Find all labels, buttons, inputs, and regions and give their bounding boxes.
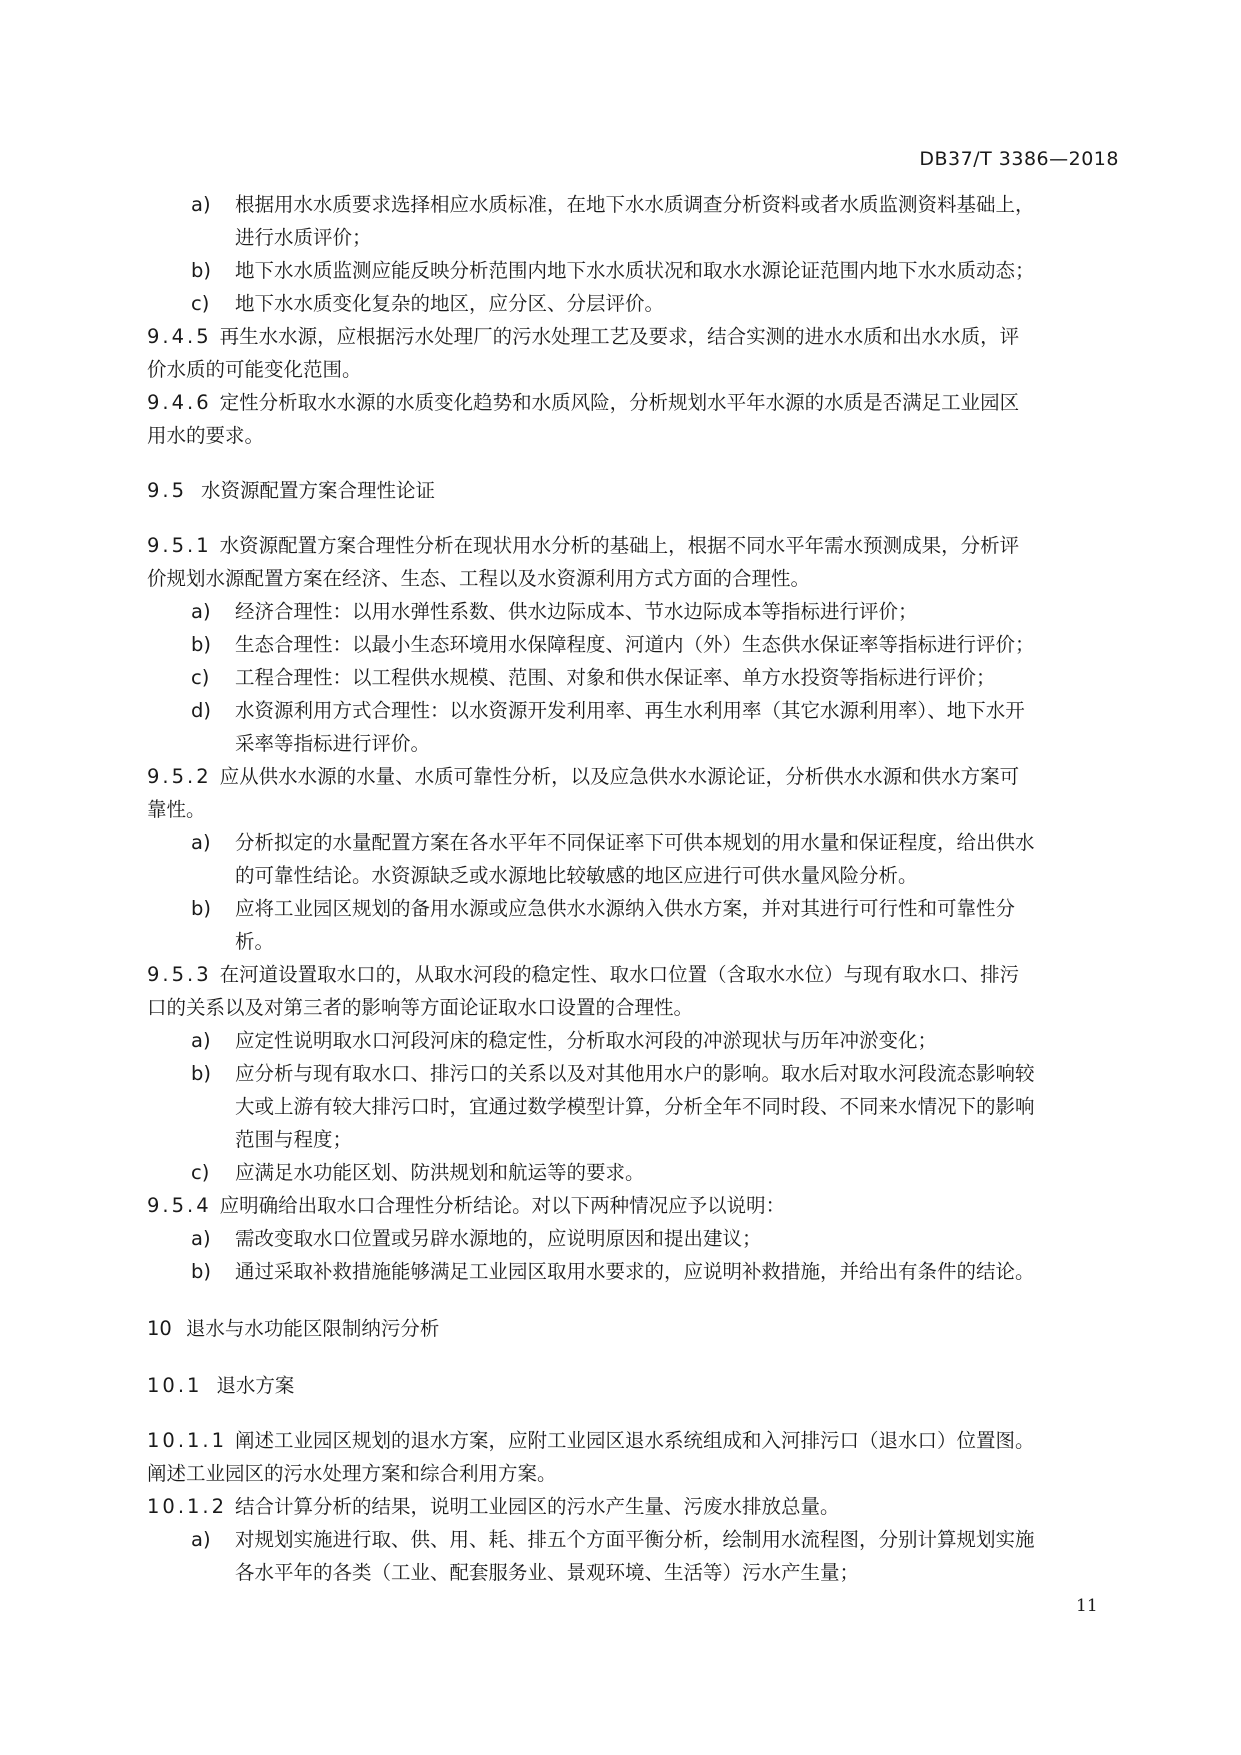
text-line: 价规划水源配置方案在经济、生态、工程以及水资源利用方式方面的合理性。 <box>147 567 811 590</box>
list-marker: c) <box>191 1161 210 1184</box>
clause-text: 定性分析取水水源的水质变化趋势和水质风险，分析规划水平年水源的水质是否满足工业园区 <box>219 391 1020 414</box>
document-id-header: DB37/T 3386—2018 <box>919 148 1119 170</box>
list-item <box>147 1222 1117 1255</box>
list-item <box>147 1523 1117 1589</box>
clause-paragraph <box>147 1424 1117 1490</box>
text-line: 经济合理性：以用水弹性系数、供水边际成本、节水边际成本等指标进行评价； <box>235 600 918 623</box>
text-line <box>147 386 1117 419</box>
list-item <box>147 1156 1117 1189</box>
text-line: 靠性。 <box>147 798 206 821</box>
list-marker: a) <box>191 1029 211 1052</box>
list-marker: b) <box>191 897 211 920</box>
clause-text: 应明确给出取水口合理性分析结论。对以下两种情况应予以说明： <box>219 1194 786 1217</box>
clause-paragraph <box>147 1490 1117 1523</box>
clause-text: 水资源配置方案合理性分析在现状用水分析的基础上，根据不同水平年需水预测成果，分析评 <box>219 534 1020 557</box>
list-item <box>147 628 1117 661</box>
clause-text: 结合计算分析的结果，说明工业园区的污水产生量、污废水排放总量。 <box>235 1495 840 1518</box>
text-line: 需改变取水口位置或另辟水源地的，应说明原因和提出建议； <box>235 1227 762 1250</box>
clause-text: 应从供水水源的水量、水质可靠性分析，以及应急供水水源论证，分析供水水源和供水方案可 <box>219 765 1020 788</box>
clause-paragraph <box>147 958 1117 1024</box>
list-item <box>147 287 1117 320</box>
clause-number: 10.1.1 <box>147 1429 228 1452</box>
text-line: 对规划实施进行取、供、用、耗、排五个方面平衡分析，绘制用水流程图，分别计算规划实施 <box>235 1528 1035 1551</box>
document-body <box>147 188 1117 1589</box>
clause-text: 阐述工业园区规划的退水方案，应附工业园区退水系统组成和入河排污口（退水口）位置图。 <box>235 1429 1035 1452</box>
list-item <box>147 1255 1117 1288</box>
text-line <box>147 760 1117 793</box>
list-item <box>147 254 1117 287</box>
text-line: 应定性说明取水口河段河床的稳定性，分析取水河段的冲淤现状与历年冲淤变化； <box>235 1029 938 1052</box>
clause-number: 10.1.2 <box>147 1495 228 1518</box>
clause-number: 9.5.4 <box>147 1194 212 1217</box>
list-marker: b) <box>191 1062 211 1085</box>
list-marker: a) <box>191 1528 211 1551</box>
text-line: 的可靠性结论。水资源缺乏或水源地比较敏感的地区应进行可供水量风险分析。 <box>235 864 918 887</box>
clause-paragraph <box>147 386 1117 452</box>
clause-paragraph <box>147 1189 1117 1222</box>
section-title: 退水方案 <box>216 1374 295 1397</box>
clause-paragraph <box>147 529 1117 595</box>
clause-number: 9.5.3 <box>147 963 212 986</box>
text-line <box>147 1189 1117 1222</box>
section-number: 9.5 <box>147 479 188 502</box>
text-line <box>147 320 1117 353</box>
list-item <box>147 892 1117 958</box>
text-line: 进行水质评价； <box>235 226 372 249</box>
text-line: 口的关系以及对第三者的影响等方面论证取水口设置的合理性。 <box>147 996 694 1019</box>
clause-number: 9.4.6 <box>147 391 212 414</box>
clause-paragraph <box>147 760 1117 826</box>
list-marker: b) <box>191 259 211 282</box>
text-line: 各水平年的各类（工业、配套服务业、景观环境、生活等）污水产生量； <box>235 1561 860 1584</box>
section-heading <box>147 1369 1117 1402</box>
list-marker: b) <box>191 633 211 656</box>
text-line <box>147 1490 1117 1523</box>
clause-text: 在河道设置取水口的，从取水河段的稳定性、取水口位置（含取水水位）与现有取水口、排污 <box>219 963 1020 986</box>
text-line: 生态合理性：以最小生态环境用水保障程度、河道内（外）生态供水保证率等指标进行评价； <box>235 633 1035 656</box>
text-line: 采率等指标进行评价。 <box>235 732 431 755</box>
text-line: 水资源利用方式合理性：以水资源开发利用率、再生水利用率（其它水源利用率）、地下水开 <box>235 699 1025 722</box>
list-marker: a) <box>191 1227 211 1250</box>
text-line <box>147 958 1117 991</box>
clause-number: 9.5.1 <box>147 534 212 557</box>
list-marker: c) <box>191 292 210 315</box>
chapter-title: 退水与水功能区限制纳污分析 <box>185 1317 440 1340</box>
text-line: 用水的要求。 <box>147 424 265 447</box>
page-number: 11 <box>1076 1596 1098 1616</box>
list-marker: a) <box>191 600 211 623</box>
list-marker: a) <box>191 193 211 216</box>
list-item <box>147 694 1117 760</box>
text-line <box>147 529 1117 562</box>
list-marker: b) <box>191 1260 211 1283</box>
text-line: 分析拟定的水量配置方案在各水平年不同保证率下可供本规划的用水量和保证程度，给出供水 <box>235 831 1035 854</box>
list-item <box>147 188 1117 254</box>
text-line: 价水质的可能变化范围。 <box>147 358 362 381</box>
text-line: 地下水水质监测应能反映分析范围内地下水水质状况和取水水源论证范围内地下水水质动态； <box>235 259 1035 282</box>
text-line: 范围与程度； <box>235 1128 353 1151</box>
section-heading <box>147 474 1117 507</box>
list-item <box>147 595 1117 628</box>
text-line: 工程合理性：以工程供水规模、范围、对象和供水保证率、单方水投资等指标进行评价； <box>235 666 996 689</box>
list-marker: d) <box>191 699 211 722</box>
clause-paragraph <box>147 320 1117 386</box>
chapter-number: 10 <box>147 1317 172 1340</box>
text-line: 地下水水质变化复杂的地区，应分区、分层评价。 <box>235 292 665 315</box>
text-line <box>147 1424 1117 1457</box>
text-line: 应将工业园区规划的备用水源或应急供水水源纳入供水方案，并对其进行可行性和可靠性分 <box>235 897 1016 920</box>
text-line: 大或上游有较大排污口时，宜通过数学模型计算，分析全年不同时段、不同来水情况下的影响 <box>235 1095 1035 1118</box>
text-line: 应满足水功能区划、防洪规划和航运等的要求。 <box>235 1161 645 1184</box>
text-line: 根据用水水质要求选择相应水质标准，在地下水水质调查分析资料或者水质监测资料基础上， <box>235 193 1035 216</box>
text-line: 通过采取补救措施能够满足工业园区取用水要求的，应说明补救措施，并给出有条件的结论。 <box>235 1260 1035 1283</box>
section-number: 10.1 <box>147 1374 203 1397</box>
list-item <box>147 1024 1117 1057</box>
chapter-heading <box>147 1312 1117 1345</box>
clause-number: 9.5.2 <box>147 765 212 788</box>
list-marker: a) <box>191 831 211 854</box>
clause-text: 再生水水源，应根据污水处理厂的污水处理工艺及要求，结合实测的进水水质和出水水质，评 <box>219 325 1020 348</box>
text-line: 应分析与现有取水口、排污口的关系以及对其他用水户的影响。取水后对取水河段流态影响较 <box>235 1062 1035 1085</box>
section-title: 水资源配置方案合理性论证 <box>201 479 436 502</box>
list-marker: c) <box>191 666 210 689</box>
text-line: 析。 <box>235 930 275 953</box>
list-item <box>147 661 1117 694</box>
clause-number: 9.4.5 <box>147 325 212 348</box>
list-item <box>147 826 1117 892</box>
text-line: 阐述工业园区的污水处理方案和综合利用方案。 <box>147 1462 557 1485</box>
list-item <box>147 1057 1117 1156</box>
